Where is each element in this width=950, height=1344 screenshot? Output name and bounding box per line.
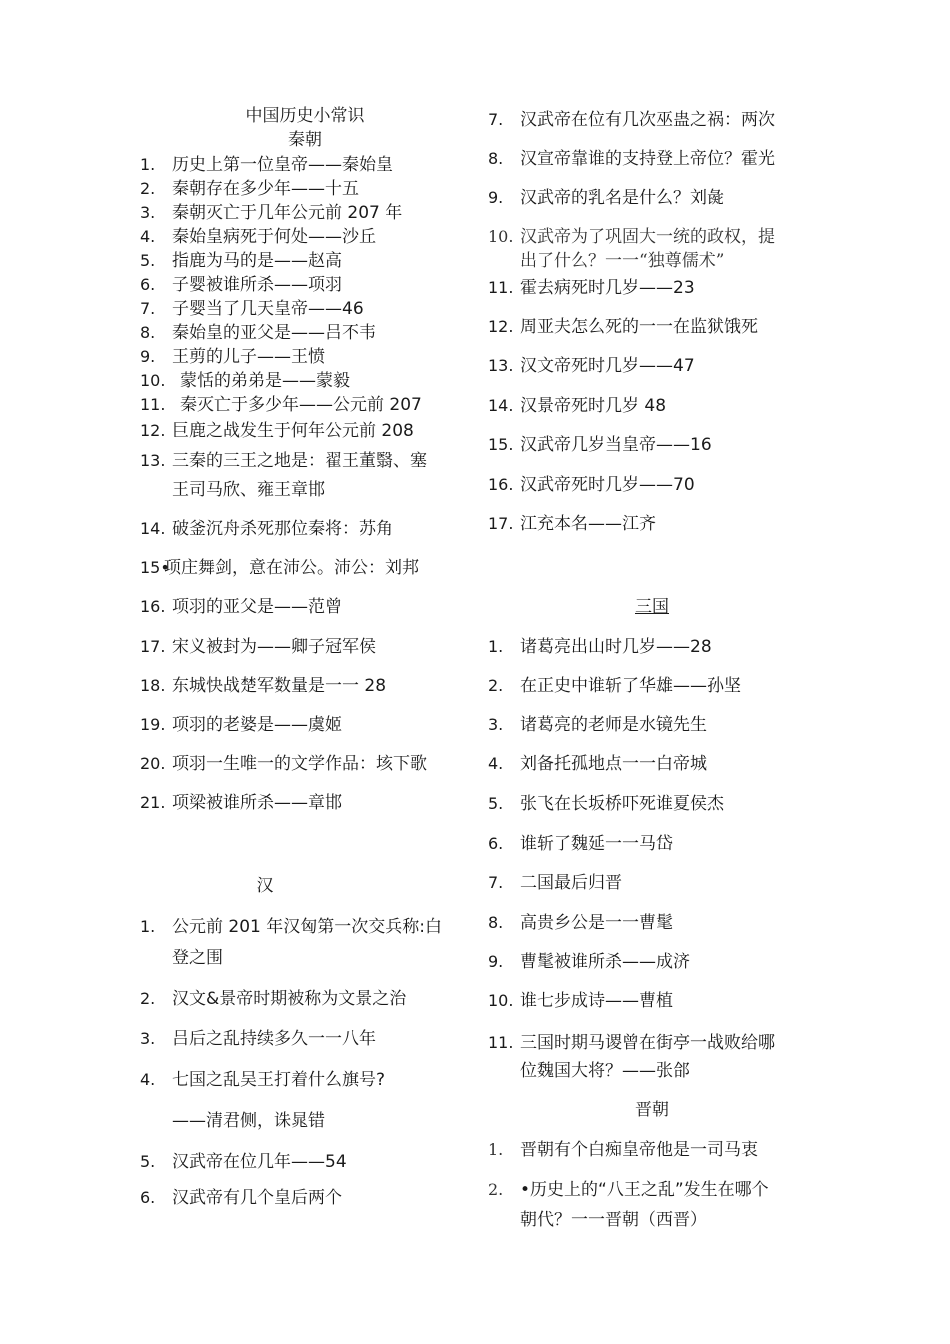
list-item: 汉景帝死时几岁 48 <box>520 396 667 416</box>
list-item: 周亚夫怎么死的一一在监狱饿死 <box>520 317 758 337</box>
list-item: 公元前 201 年汉匈第一次交兵称:白 <box>172 917 442 937</box>
list-item-number: 10. <box>488 227 514 246</box>
list-item-number: 8. <box>488 149 504 168</box>
list-item-number: 17. <box>488 514 514 533</box>
list-item: 项羽一生唯一的文学作品：垓下歌 <box>172 754 427 774</box>
list-item: 江充本名——江齐 <box>520 514 656 534</box>
list-item: 谁斩了魏延一一马岱 <box>520 834 673 854</box>
section-heading-han: 汉 <box>256 876 274 896</box>
list-item-number: 5. <box>140 251 156 270</box>
list-item: 二国最后归晋 <box>520 873 622 893</box>
list-item: 汉武帝为了巩固大一统的政权，提 <box>520 227 775 247</box>
list-item: 宋义被封为——卿子冠军侯 <box>172 637 376 657</box>
list-item-number: 14. <box>488 396 514 415</box>
list-item: •历史上的“八王之乱”发生在哪个 <box>520 1180 769 1200</box>
list-item-number: 4. <box>140 1070 156 1089</box>
list-item-number: 8. <box>140 323 156 342</box>
list-item: 汉武帝的乳名是什么？刘彘 <box>520 188 724 208</box>
list-item-number: 9. <box>140 347 156 366</box>
list-item-number: 7. <box>140 299 156 318</box>
list-item-number: 10. <box>488 991 514 1010</box>
list-item: 汉宣帝靠谁的支持登上帝位？霍光 <box>520 149 775 169</box>
list-item-number: 17. <box>140 637 166 656</box>
list-item: 汉武帝几岁当皇帝——16 <box>520 435 712 455</box>
list-item-number: 11. <box>488 1033 514 1052</box>
list-item: 三秦的三王之地是：翟王董翳、塞 <box>172 451 427 471</box>
list-item-number: 13. <box>140 451 166 470</box>
list-item-number: 2. <box>488 1180 504 1199</box>
list-item-number: 16. <box>488 475 514 494</box>
list-item-number: 7. <box>488 110 504 129</box>
list-item-number: 14. <box>140 519 166 538</box>
list-item-number: 16. <box>140 597 166 616</box>
list-item-continuation: 王司马欣、雍王章邯 <box>172 480 325 500</box>
list-item: 汉文&景帝时期被称为文景之治 <box>172 989 407 1009</box>
list-item-number: 6. <box>140 275 156 294</box>
list-item-number: 2. <box>488 676 504 695</box>
document-title: 中国历史小常识 <box>245 106 365 126</box>
list-item: 汉武帝在位有几次巫蛊之祸：两次 <box>520 110 775 130</box>
list-item: 王剪的儿子——王愤 <box>172 347 325 367</box>
list-item: 晋朝有个白痴皇帝他是一司马衷 <box>520 1140 758 1160</box>
list-item: 汉武帝在位几年——54 <box>172 1152 347 1172</box>
list-item: 刘备托孤地点一一白帝城 <box>520 754 707 774</box>
list-item-number: 12. <box>140 421 166 440</box>
list-item: 秦朝灭亡于几年公元前 207 年 <box>172 203 403 223</box>
list-item: 子婴被谁所杀——项羽 <box>172 275 342 295</box>
list-item: 谁七步成诗——曹植 <box>520 991 673 1011</box>
list-item: 子婴当了几天皇帝——46 <box>172 299 364 319</box>
list-item: 秦朝存在多少年——十五 <box>172 179 359 199</box>
list-item-number: 15• <box>140 558 170 577</box>
list-item: 汉文帝死时几岁——47 <box>520 356 695 376</box>
list-item-number: 20. <box>140 754 166 773</box>
list-item-number: 13. <box>488 356 514 375</box>
list-item: 高贵乡公是一一曹髦 <box>520 913 673 933</box>
list-item: 三国时期马谡曾在街亭一战败给哪 <box>520 1033 775 1053</box>
list-item-number: 1. <box>488 1140 504 1159</box>
list-item-number: 2. <box>140 989 156 1008</box>
list-item-number: 9. <box>488 188 504 207</box>
list-item: 曹髦被谁所杀——成济 <box>520 952 690 972</box>
list-item: 在正史中谁斩了华雄——孙坚 <box>520 676 741 696</box>
list-item-number: 21. <box>140 793 166 812</box>
list-item-number: 4. <box>140 227 156 246</box>
list-item: 诸葛亮的老师是水镜先生 <box>520 715 707 735</box>
section-heading-qin: 秦朝 <box>288 130 322 150</box>
list-item-continuation: 登之围 <box>172 948 223 968</box>
list-item-number: 1. <box>140 155 156 174</box>
list-item-number: 1. <box>140 917 156 936</box>
list-item: 张飞在长坂桥吓死谁夏侯杰 <box>520 794 724 814</box>
list-item-number: 5. <box>140 1152 156 1171</box>
list-item: 诸葛亮出山时几岁——28 <box>520 637 712 657</box>
list-item-number: 9. <box>488 952 504 971</box>
list-item: 项羽的老婆是——虞姬 <box>172 715 342 735</box>
list-item-number: 12. <box>488 317 514 336</box>
list-item-number: 19. <box>140 715 166 734</box>
list-item-number: 6. <box>140 1188 156 1207</box>
list-item-number: 11. <box>488 278 514 297</box>
list-item: 历史上第一位皇帝——秦始皇 <box>172 155 393 175</box>
list-item: 东城快战楚军数量是一一 28 <box>172 676 387 696</box>
section-heading-sanguo: 三国 <box>635 597 669 617</box>
list-item: 破釜沉舟杀死那位秦将：苏角 <box>172 519 393 539</box>
list-item-number: 8. <box>488 913 504 932</box>
list-item-number: 7. <box>488 873 504 892</box>
list-item-number: 3. <box>488 715 504 734</box>
list-item: 秦始皇的亚父是——吕不韦 <box>172 323 376 343</box>
list-item: 霍去病死时几岁——23 <box>520 278 695 298</box>
list-item: 项庄舞剑，意在沛公。沛公：刘邦 <box>164 558 419 578</box>
list-item: 汉武帝死时几岁——70 <box>520 475 695 495</box>
list-item-number: 10. <box>140 371 166 390</box>
list-item-continuation: 朝代？一一晋朝（西晋） <box>520 1210 707 1230</box>
list-item: 秦灭亡于多少年——公元前 207 <box>180 395 422 415</box>
list-item-number: 4. <box>488 754 504 773</box>
list-item-number: 15. <box>488 435 514 454</box>
list-item-continuation: 位魏国大将？——张郃 <box>520 1061 690 1081</box>
list-item-number: 2. <box>140 179 156 198</box>
list-item-number: 11. <box>140 395 166 414</box>
list-item: 指鹿为马的是——赵高 <box>172 251 342 271</box>
section-heading-jin: 晋朝 <box>635 1100 669 1120</box>
list-item: 巨鹿之战发生于何年公元前 208 <box>172 421 414 441</box>
list-item: 蒙恬的弟弟是——蒙毅 <box>180 371 350 391</box>
list-item: 项羽的亚父是——范曾 <box>172 597 342 617</box>
list-item: 项梁被谁所杀——章邯 <box>172 793 342 813</box>
list-item-number: 18. <box>140 676 166 695</box>
list-item-continuation: ——清君侧，诛晁错 <box>172 1111 325 1131</box>
list-item: 七国之乱吴王打着什么旗号? <box>172 1070 386 1090</box>
list-item: 汉武帝有几个皇后两个 <box>172 1188 342 1208</box>
list-item-number: 3. <box>140 1029 156 1048</box>
list-item: 吕后之乱持续多久一一八年 <box>172 1029 376 1049</box>
list-item-number: 5. <box>488 794 504 813</box>
list-item-number: 3. <box>140 203 156 222</box>
list-item: 秦始皇病死于何处——沙丘 <box>172 227 376 247</box>
list-item-continuation: 出了什么？一一“独尊儒术” <box>520 251 725 271</box>
list-item-number: 1. <box>488 637 504 656</box>
list-item-number: 6. <box>488 834 504 853</box>
